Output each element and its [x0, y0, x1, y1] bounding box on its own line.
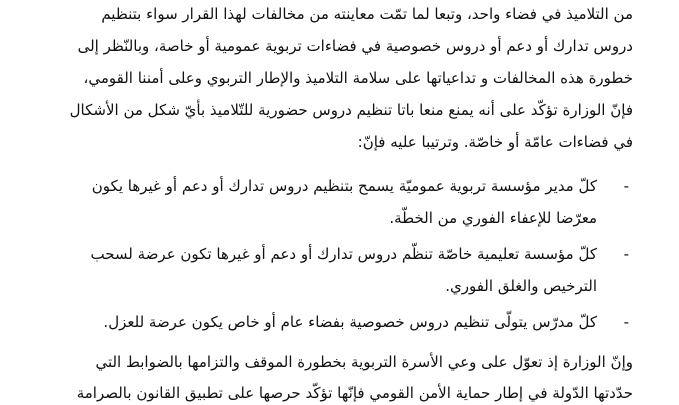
closing-line-1: وإنّ الوزارة إذ تعوّل على وعي الأسرة التربوية بخطورة الموقف والتزامها بالضوابط التي — [95, 353, 633, 371]
bullet-3-line-1: كلّ مدرّس يتولّى تنظيم دروس خصوصية بفضاء عام أو خاص يكون عرضة للعزل. — [103, 313, 597, 331]
bullet-1-marker: - — [623, 177, 629, 195]
bullet-1-line-2: معرّضا للإعفاء الفوري من الخطّة. — [389, 209, 597, 227]
bullet-3-marker: - — [623, 313, 629, 331]
closing-line-2: حدّدتها الدّولة في إطار حماية الأمن القومي فإنّها تؤكّد حرصها على تطبيق القانون بالصرامة — [76, 384, 633, 402]
bullet-2-marker: - — [623, 245, 629, 263]
bullet-2-line-1: كلّ مؤسسة تعليمية خاصّة تنظّم دروس تدارك أو دعم أو غيرها تكون عرضة لسحب — [90, 245, 597, 263]
bullet-2-line-2: الترخيص والغلق الفوري. — [445, 277, 597, 295]
intro-line-4: فإنّ الوزارة تؤكّد على أنه يمنع منعا باتا تنظيم دروس حضورية للتّلاميذ بأيّ شكل من الأشكال — [69, 101, 633, 119]
intro-line-1: من التلاميذ في فضاء واحد، وتبعا لما تمّت معاينته من مخالفات لهذا القرار سواء بتنظيم — [101, 5, 633, 23]
intro-line-5: في فضاءات عامّة أو خاصّة. وترتيبا عليه فإنّ: — [357, 133, 633, 151]
intro-line-3: خطورة هذه المخالفات و تداعياتها على سلامة التلاميذ والإطار التربوي وعلى أمننا القومي، — [83, 69, 633, 87]
bullet-1-line-1: كلّ مدير مؤسسة تربوية عموميّة يسمح بتنظيم دروس تدارك أو دعم أو غيرها يكون — [91, 177, 597, 195]
intro-line-2: دروس تدارك أو دعم أو دروس خصوصية في فضاءات تربوية عمومية أو خاصة، وبالنّظر إلى — [77, 37, 633, 55]
